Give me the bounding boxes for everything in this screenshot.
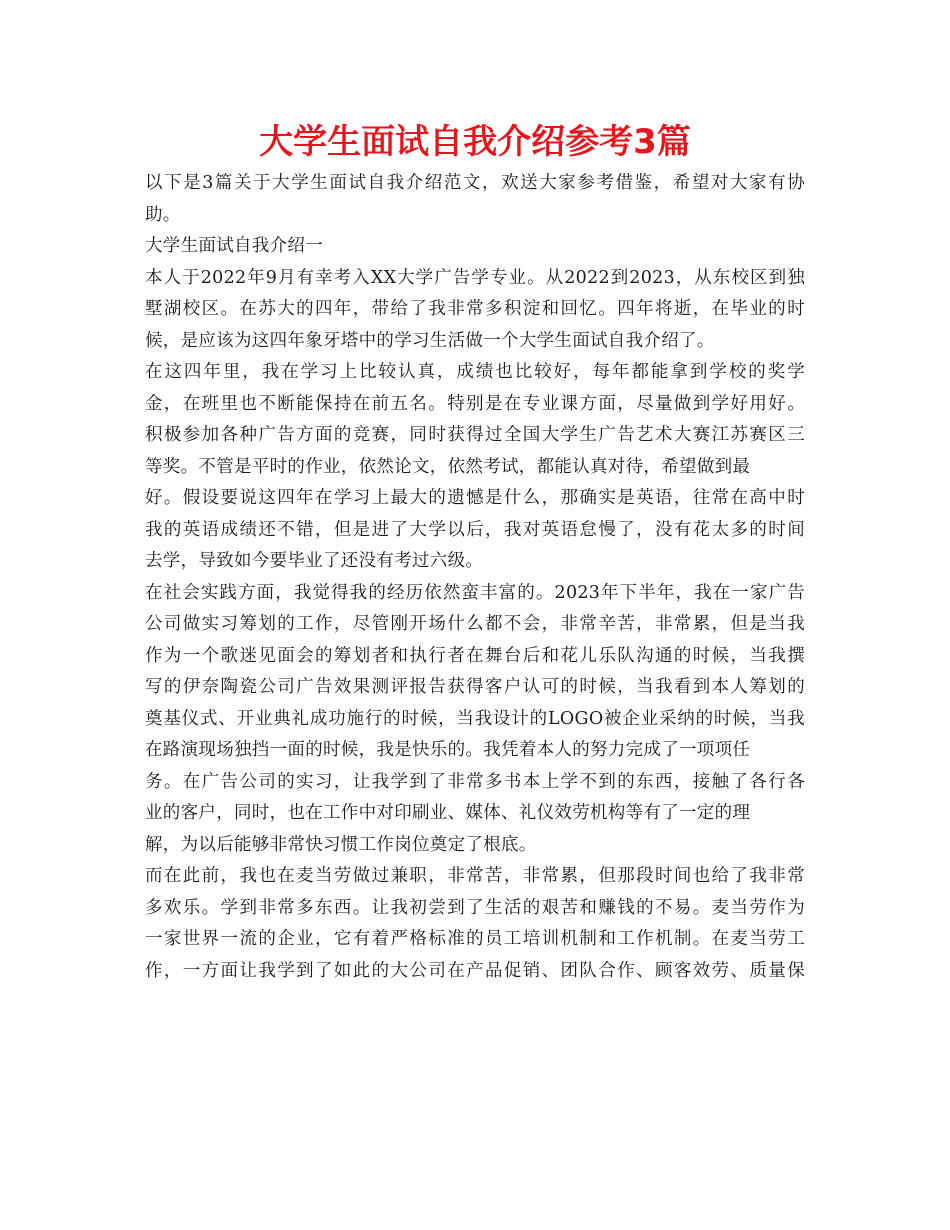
text-line: 墅湖校区。在苏大的四年，带给了我非常多积淀和回忆。四年将逝，在毕业的时 — [145, 299, 805, 319]
text-line: 作，一方面让我学到了如此的大公司在产品促销、团队合作、顾客效劳、质量保 — [145, 960, 805, 981]
section-heading: 大学生面试自我介绍一 — [145, 236, 323, 256]
text-line: 一家世界一流的企业，它有着严格标准的员工培训机制和工作机制。在麦当劳工 — [145, 929, 805, 949]
text-line: 业的客户，同时，也在工作中对印刷业、媒体、礼仪效劳机构等有了一定的理 — [145, 803, 751, 823]
text-line: 以下是3篇关于大学生面试自我介绍范文，欢送大家参考借鉴，希望对大家有协 — [145, 173, 805, 193]
text-line: 去学，导致如今要毕业了还没有考过六级。 — [145, 551, 484, 571]
text-line: 而在此前，我也在麦当劳做过兼职，非常苦，非常累，但那段时间也给了我非常 — [145, 866, 805, 886]
text-line: 在路演现场独挡一面的时候，我是快乐的。我凭着本人的努力完成了一项项任 — [145, 740, 751, 760]
text-line: 我的英语成绩还不错，但是进了大学以后，我对英语怠慢了，没有花太多的时间 — [145, 519, 805, 540]
text-line: 候，是应该为这四年象牙塔中的学习生活做一个大学生面试自我介绍了。 — [145, 330, 715, 351]
text-line: 公司做实习筹划的工作，尽管刚开场什么都不会，非常辛苦，非常累，但是当我 — [145, 614, 805, 634]
text-line: 积极参加各种广告方面的竞赛，同时获得过全国大学生广告艺术大赛江苏赛区三 — [145, 425, 805, 445]
text-line: 作为一个歌迷见面会的筹划者和执行者在舞台后和花儿乐队沟通的时候，当我撰 — [145, 645, 805, 666]
document-body — [145, 168, 805, 987]
text-line: 写的伊奈陶瓷公司广告效果测评报告获得客户认可的时候，当我看到本人筹划的 — [145, 677, 805, 697]
text-line: 金，在班里也不断能保持在前五名。特别是在专业课方面，尽量做到学好用好。 — [145, 393, 805, 414]
text-line: 助。 — [145, 204, 181, 225]
text-line: 解，为以后能够非常快习惯工作岗位奠定了根底。 — [145, 834, 537, 855]
text-line: 在这四年里，我在学习上比较认真，成绩也比较好，每年都能拿到学校的奖学 — [145, 362, 805, 382]
text-line: 奠基仪式、开业典礼成功施行的时候，当我设计的LOGO被企业采纳的时候，当我 — [145, 708, 805, 729]
text-line: 本人于2022年9月有幸考入XX大学广告学专业。从2022到2023，从东校区到独 — [145, 267, 805, 288]
document-title: 大学生面试自我介绍参考3篇 — [259, 122, 691, 162]
text-line: 好。假设要说这四年在学习上最大的遗憾是什么，那确实是英语，往常在高中时 — [145, 488, 805, 508]
text-line: 等奖。不管是平时的作业，依然论文，依然考试，都能认真对待，希望做到最 — [145, 456, 751, 477]
text-line: 务。在广告公司的实习，让我学到了非常多书本上学不到的东西，接触了各行各 — [145, 771, 805, 792]
text-line: 在社会实践方面，我觉得我的经历依然蛮丰富的。2023年下半年，我在一家广告 — [145, 582, 805, 603]
text-line: 多欢乐。学到非常多东西。让我初尝到了生活的艰苦和赚钱的不易。麦当劳作为 — [145, 897, 805, 918]
